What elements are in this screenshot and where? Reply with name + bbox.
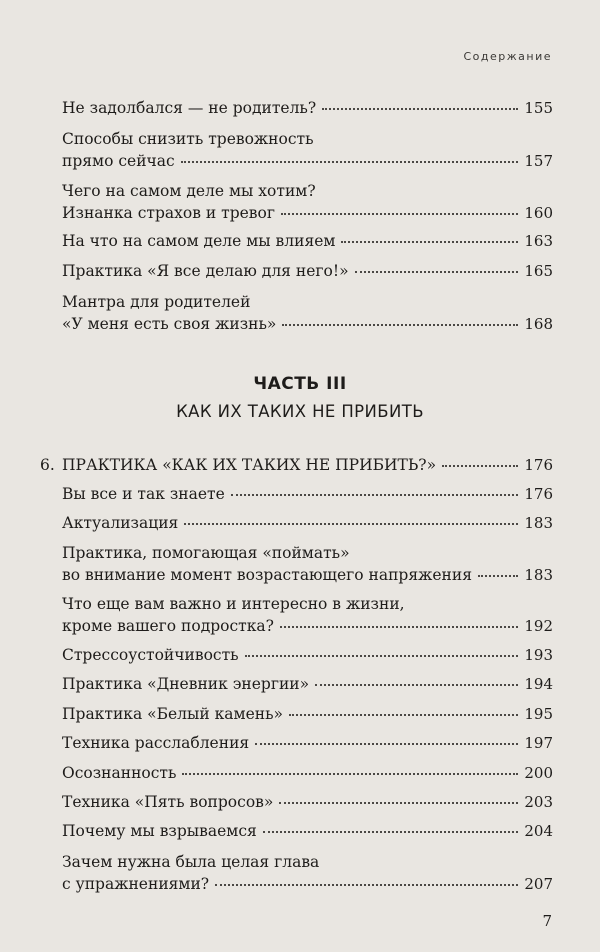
leader-dots	[279, 801, 518, 804]
toc-entry-page: 160	[524, 204, 553, 222]
toc-entry-page: 200	[524, 764, 553, 782]
toc-entry-page: 204	[524, 822, 553, 840]
toc-entry-text: Стрессоустойчивость	[62, 646, 239, 664]
toc-entry-text: кроме вашего подростка?	[62, 617, 274, 635]
chapter-title: ПРАКТИКА «КАК ИХ ТАКИХ НЕ ПРИБИТЬ?»	[62, 456, 437, 474]
toc-entry-text: На что на самом деле мы влияем	[62, 232, 336, 250]
toc-entry-text: Практика «Белый камень»	[62, 705, 284, 723]
toc-entry	[62, 644, 553, 666]
leader-dots	[282, 323, 518, 326]
toc-entry-text: «У меня есть своя жизнь»	[62, 315, 277, 333]
toc-entry	[62, 542, 553, 586]
toc-entry	[62, 260, 553, 282]
toc-entry	[62, 230, 553, 252]
toc-entry	[62, 483, 553, 505]
toc-entry-page: 203	[524, 793, 553, 811]
toc-entry-text: Почему мы взрываемся	[62, 822, 257, 840]
toc-entry-page: 183	[524, 514, 553, 532]
leader-dots	[215, 883, 518, 886]
toc-entry-page: 155	[524, 99, 553, 117]
leader-dots	[245, 654, 519, 657]
toc-entry-text: Практика «Дневник энергии»	[62, 675, 310, 693]
toc-entry	[62, 128, 553, 172]
toc-entry	[62, 291, 553, 335]
toc-entry-page: 195	[524, 705, 553, 723]
toc-entry-page: 197	[524, 734, 553, 752]
leader-dots	[231, 493, 519, 496]
toc-entry-text: Изнанка страхов и тревог	[62, 204, 275, 222]
toc-entry-page: 192	[524, 617, 553, 635]
toc-entry	[62, 703, 553, 725]
leader-dots	[355, 270, 519, 273]
toc-entry-text: Не задолбался — не родитель?	[62, 99, 317, 117]
leader-dots	[478, 574, 518, 577]
part-subtitle: КАК ИХ ТАКИХ НЕ ПРИБИТЬ	[176, 402, 424, 421]
toc-entry-text: Способы снизить тревожность	[62, 130, 314, 148]
toc-entry-page: 157	[524, 152, 553, 170]
toc-entry-text: Вы все и так знаете	[62, 485, 225, 503]
toc-entry	[62, 180, 553, 224]
toc-entry-text: Актуализация	[62, 514, 179, 532]
toc-entry	[62, 673, 553, 695]
leader-dots	[280, 625, 518, 628]
toc-entry-text: Практика «Я все делаю для него!»	[62, 262, 349, 280]
toc-entry-text: Практика, помогающая «поймать»	[62, 544, 350, 562]
toc-entry	[62, 820, 553, 842]
leader-dots	[442, 464, 518, 467]
toc-entry	[62, 851, 553, 895]
toc-entry	[62, 97, 553, 119]
leader-dots	[341, 240, 518, 243]
toc-entry-page: 194	[524, 675, 553, 693]
toc-entry-text: прямо сейчас	[62, 152, 175, 170]
toc-entry-text: Мантра для родителей	[62, 293, 251, 311]
running-head: Содержание	[463, 50, 552, 63]
toc-entry-page: 163	[524, 232, 553, 250]
toc-entry-text: Чего на самом деле мы хотим?	[62, 182, 316, 200]
leader-dots	[184, 522, 518, 525]
toc-entry-text: во внимание момент возрастающего напряжения	[62, 566, 472, 584]
toc-entry-page: 183	[524, 566, 553, 584]
leader-dots	[281, 212, 518, 215]
page-number: 7	[542, 912, 552, 930]
leader-dots	[182, 772, 518, 775]
part-title: ЧАСТЬ III	[253, 374, 347, 394]
toc-entry-page: 176	[524, 485, 553, 503]
toc-entry-text: Осознанность	[62, 764, 177, 782]
toc-entry-page: 165	[524, 262, 553, 280]
leader-dots	[322, 107, 518, 110]
chapter-page: 176	[524, 456, 553, 474]
toc-entry	[62, 791, 553, 813]
toc-entry-text: Техника расслабления	[62, 734, 250, 752]
leader-dots	[181, 160, 519, 163]
leader-dots	[255, 742, 518, 745]
leader-dots	[289, 713, 518, 716]
toc-entry	[62, 512, 553, 534]
toc-entry-page: 207	[524, 875, 553, 893]
toc-entry-text: Техника «Пять вопросов»	[62, 793, 274, 811]
toc-entry-page: 168	[524, 315, 553, 333]
toc-entry-text: Что еще вам важно и интересно в жизни,	[62, 595, 405, 613]
toc-entry	[62, 732, 553, 754]
chapter-number: 6.	[40, 456, 55, 474]
leader-dots	[263, 830, 519, 833]
toc-entry-text: Зачем нужна была целая глава	[62, 853, 320, 871]
toc-entry-page: 193	[524, 646, 553, 664]
toc-entry	[62, 762, 553, 784]
toc-chapter	[40, 454, 553, 476]
leader-dots	[315, 683, 518, 686]
toc-entry-text: с упражнениями?	[62, 875, 210, 893]
toc-entry	[62, 593, 553, 637]
